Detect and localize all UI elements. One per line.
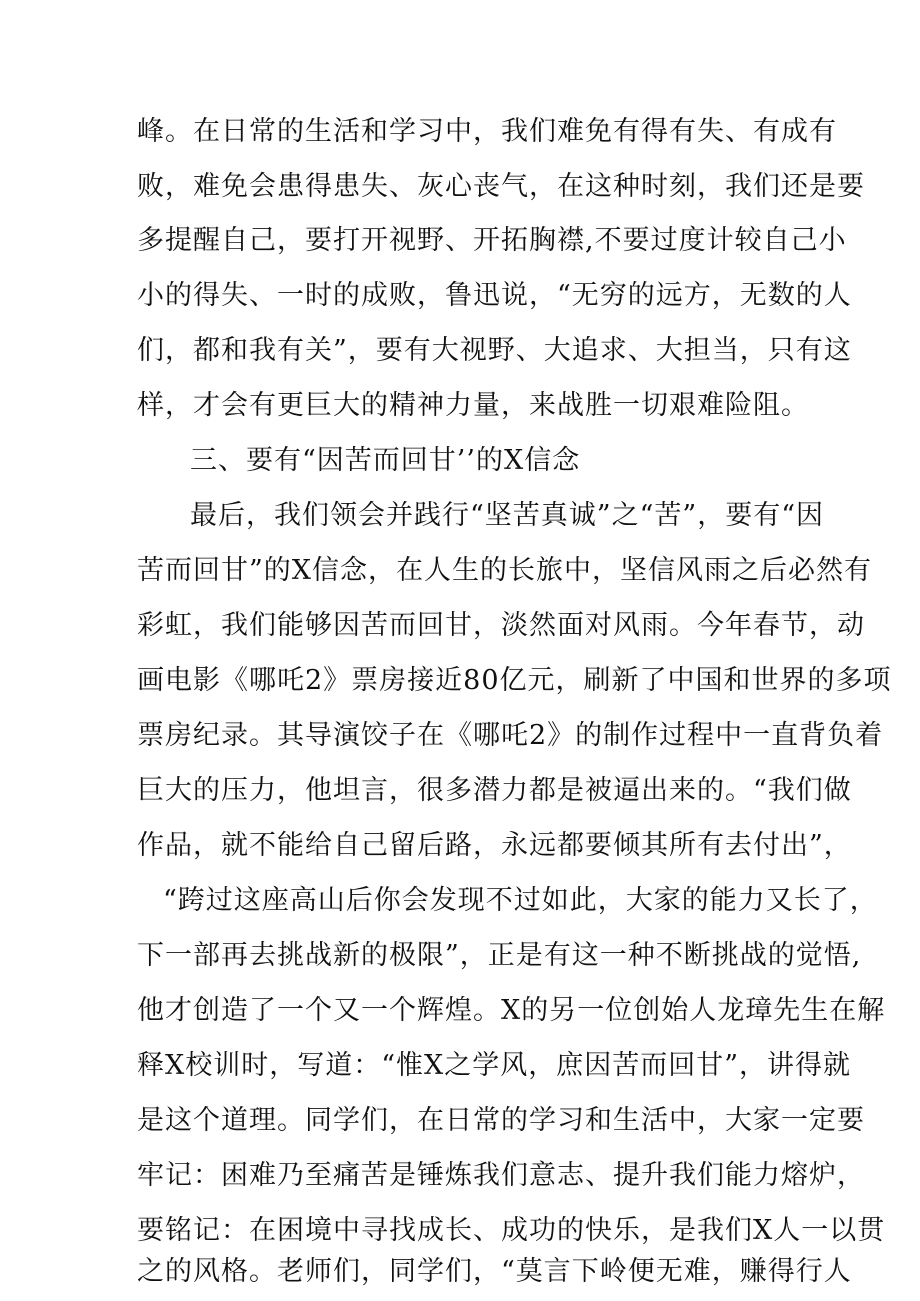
- text-line: 是这个道理。同学们，在日常的学习和生活中，大家一定要: [137, 1105, 865, 1136]
- text-line: 小的得失、一时的成败，鲁迅说，“无穷的远方，无数的人: [137, 280, 852, 311]
- text-line: “跨过这座高山后你会发现不过如此，大家的能力又长了，: [163, 885, 878, 916]
- text-line: 牢记：困难乃至痛苦是锤炼我们意志、提升我们能力熔炉，: [137, 1160, 865, 1191]
- text-line: 票房纪录。其导演饺子在《哪吒2》的制作过程中一直背负着: [137, 720, 884, 751]
- text-line: 彩虹，我们能够因苦而回甘，淡然面对风雨。今年春节，动: [137, 610, 865, 641]
- text-line: 释X校训时，写道：“惟X之学风，庶因苦而回甘”，讲得就: [137, 1050, 852, 1081]
- text-line: 巨大的压力，他坦言，很多潜力都是被逼出来的。“我们做: [137, 775, 852, 806]
- section-heading: 三、要有“因苦而回甘’’的X信念: [190, 445, 581, 476]
- text-line: 们，都和我有关”，要有大视野、大追求、大担当，只有这: [137, 335, 852, 366]
- text-line: 峰。在日常的生活和学习中，我们难免有得有失、有成有: [137, 116, 837, 147]
- paragraph-start: 最后，我们领会并践行“坚苦真诚”之“苦”，要有“因: [190, 500, 825, 531]
- text-line: 苦而回甘”的X信念，在人生的长旅中，坚信风雨之后必然有: [137, 555, 873, 586]
- text-line: 要铭记：在困境中寻找成长、成功的快乐，是我们X人一以贯: [137, 1215, 886, 1246]
- text-line: 画电影《哪吒2》票房接近80亿元，刷新了中国和世界的多项: [137, 665, 892, 696]
- text-line: 作品，就不能给自己留后路，永远都要倾其所有去付出”，: [137, 830, 852, 861]
- text-line: 之的风格。老师们，同学们，“莫言下岭便无难，赚得行人: [137, 1256, 852, 1287]
- text-line: 下一部再去挑战新的极限”，正是有这一种不断挑战的觉悟,: [137, 940, 862, 971]
- text-line: 多提醒自己，要打开视野、开拓胸襟,不要过度计较自己小: [137, 225, 847, 256]
- text-line: 样，才会有更巨大的精神力量，来战胜一切艰难险阻。: [137, 390, 809, 421]
- text-line: 他才创造了一个又一个辉煌。X的另一位创始人龙璋先生在解: [137, 995, 886, 1026]
- text-line: 败，难免会患得患失、灰心丧气，在这种时刻，我们还是要: [137, 171, 865, 202]
